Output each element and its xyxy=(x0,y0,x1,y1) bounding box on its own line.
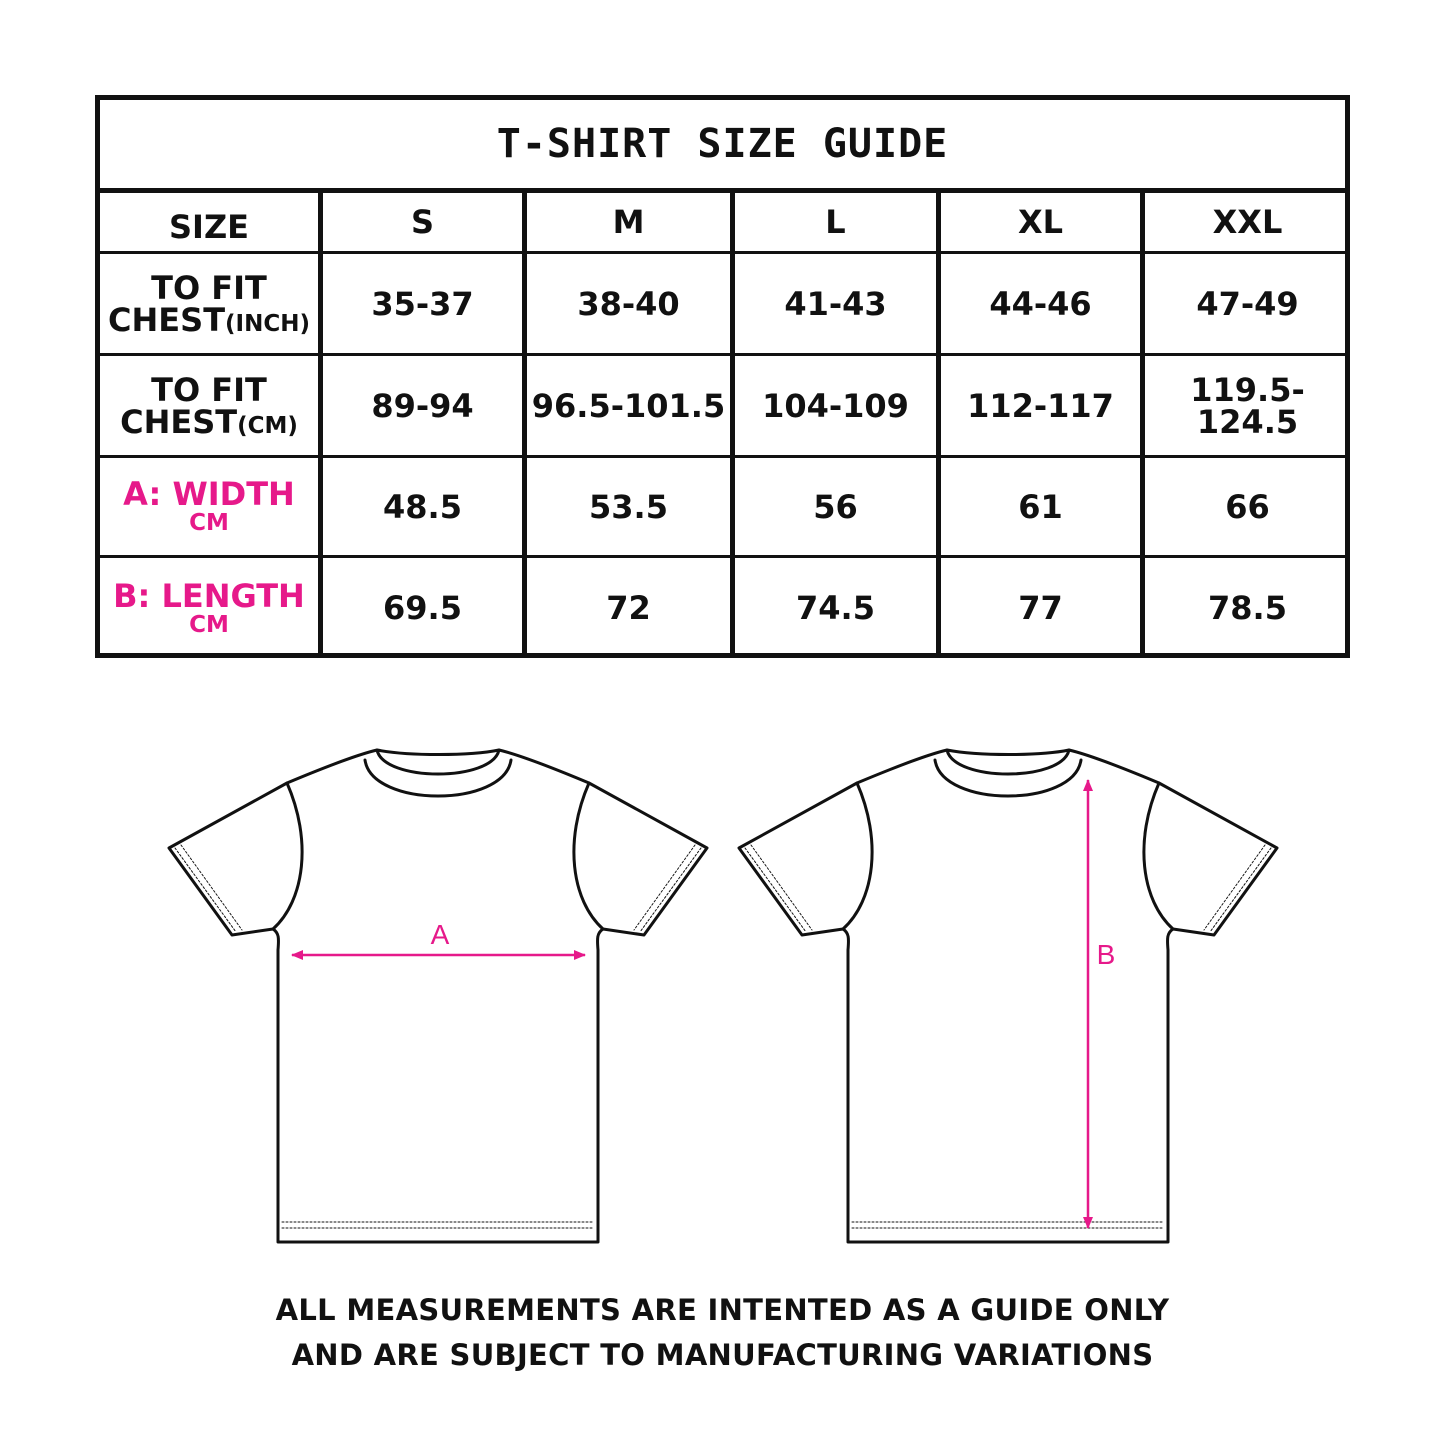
row-label-line1: B: LENGTH xyxy=(113,576,305,615)
shirt-back-right-cuff-stitch xyxy=(1204,845,1271,932)
table-title: T-SHIRT SIZE GUIDE xyxy=(496,121,949,167)
cell-width-xl: 61 xyxy=(1018,487,1063,526)
row-label-chest: CHEST xyxy=(120,402,238,441)
cell-chest-inch-xl: 44-46 xyxy=(989,284,1092,323)
disclaimer-line-1: ALL MEASUREMENTS ARE INTENTED AS A GUIDE ONLY xyxy=(275,1293,1170,1327)
shirt-front-right-sleeve-seam xyxy=(574,783,603,929)
cell-chest-inch-l: 41-43 xyxy=(784,284,887,323)
row-label-unit: (INCH) xyxy=(225,310,310,337)
shirt-back-right-sleeve-seam xyxy=(1144,783,1173,929)
cell-length-m: 72 xyxy=(606,589,651,627)
cell-length-xl: 77 xyxy=(1018,589,1063,627)
row-label-unit: CM xyxy=(189,510,229,536)
shirt-front-right-cuff-stitch xyxy=(634,845,701,932)
shirt-front-collar xyxy=(365,760,511,796)
row-label-unit: CM xyxy=(189,611,229,638)
cell-chest-inch-m: 38-40 xyxy=(577,284,680,323)
header-size-s: S xyxy=(410,203,435,241)
shirt-back-left-cuff-stitch xyxy=(745,845,812,932)
length-label-b: B xyxy=(1096,939,1116,970)
header-size-l: L xyxy=(825,203,846,241)
header-size-xxl: XXL xyxy=(1212,203,1283,241)
cell-length-xxl: 78.5 xyxy=(1208,589,1287,627)
cell-chest-cm-m: 96.5-101.5 xyxy=(531,386,726,425)
cell-chest-inch-xxl: 47-49 xyxy=(1196,284,1299,323)
row-label-chest: CHEST xyxy=(108,300,226,339)
row-label-unit: (CM) xyxy=(237,412,298,439)
cell-width-l: 56 xyxy=(813,487,858,526)
shirt-back-hem-stitch xyxy=(852,1222,1164,1228)
row-label-line1: TO FIT xyxy=(151,370,267,409)
cell-chest-inch-s: 35-37 xyxy=(371,284,474,323)
cell-length-l: 74.5 xyxy=(796,589,875,627)
shirt-front-left-sleeve-seam xyxy=(273,783,302,929)
width-label-a: A xyxy=(430,919,450,950)
header-size-label: SIZE xyxy=(168,208,249,246)
shirt-back-outline xyxy=(739,750,1277,1242)
cell-length-s: 69.5 xyxy=(383,589,462,627)
cell-width-m: 53.5 xyxy=(589,487,668,526)
cell-chest-cm-l: 104-109 xyxy=(762,386,909,425)
header-size-m: M xyxy=(612,203,645,241)
row-label-line1: TO FIT xyxy=(151,268,267,307)
cell-width-xxl: 66 xyxy=(1225,487,1270,526)
tshirt-front-illustration xyxy=(169,750,707,1242)
cell-chest-cm-s: 89-94 xyxy=(371,386,474,425)
header-size-xl: XL xyxy=(1017,203,1064,241)
shirt-front-left-cuff-stitch xyxy=(175,845,242,932)
shirt-front-outline xyxy=(169,750,707,1242)
shirt-back-left-sleeve-seam xyxy=(843,783,872,929)
disclaimer-line-2: AND ARE SUBJECT TO MANUFACTURING VARIATIONS xyxy=(291,1338,1154,1372)
shirt-front-hem-stitch xyxy=(282,1222,594,1228)
shirt-back-collar xyxy=(935,760,1081,796)
cell-chest-cm-xl: 112-117 xyxy=(967,386,1114,425)
row-label-line1: A: WIDTH xyxy=(123,475,295,513)
tshirt-back-illustration xyxy=(739,750,1277,1242)
cell-width-s: 48.5 xyxy=(383,487,462,526)
cell-chest-cm-xxl: 119.5-124.5 xyxy=(1190,370,1305,441)
